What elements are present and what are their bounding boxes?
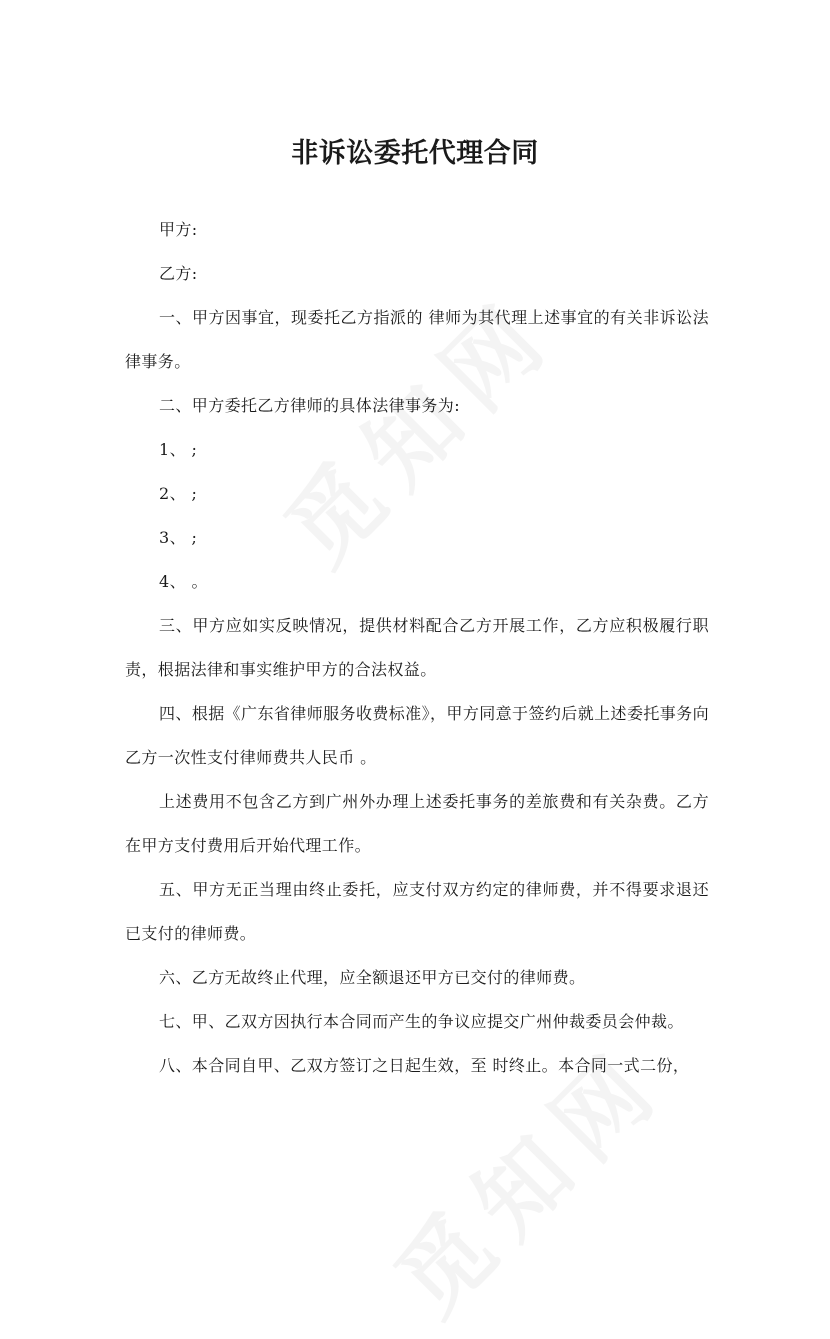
document-body [125, 208, 709, 1088]
clause-6: 六、乙方无故终止代理，应全额退还甲方已交付的律师费。 [159, 968, 586, 987]
clause-2-item-4: 4、 。 [159, 572, 208, 591]
clause-2-item-3: 3、 ; [159, 528, 198, 547]
clause-3: 三、甲方应如实反映情况，提供材料配合乙方开展工作，乙方应积极履行职责，根据法律和事实维护甲方的合法权益。 [125, 616, 709, 679]
document-title: 非诉讼委托代理合同 [291, 138, 539, 170]
clause-7: 七、甲、乙双方因执行本合同而产生的争议应提交广州仲裁委员会仲裁。 [159, 1012, 684, 1031]
clause-5: 五、甲方无正当理由终止委托，应支付双方约定的律师费，并不得要求退还已支付的律师费。 [125, 880, 709, 943]
party-b-line: 乙方: [159, 264, 198, 283]
clause-2-item-1: 1、 ; [159, 440, 198, 459]
clause-8: 八、本合同自甲、乙双方签订之日起生效，至 时终止。本合同一式二份， [159, 1056, 690, 1075]
clause-2-item-2: 2、 ; [159, 484, 198, 503]
clause-2: 二、甲方委托乙方律师的具体法律事务为: [159, 396, 460, 415]
clause-1: 一、甲方因事宜，现委托乙方指派的 律师为其代理上述事宜的有关非诉讼法律事务。 [125, 308, 709, 371]
party-a-line: 甲方: [159, 220, 198, 239]
clause-4: 四、根据《广东省律师服务收费标准》，甲方同意于签约后就上述委托事务向乙方一次性支付律师费共人民币 。 [125, 704, 709, 767]
clause-4-note: 上述费用不包含乙方到广州外办理上述委托事务的差旅费和有关杂费。乙方在甲方支付费用后开始代理工作。 [125, 792, 709, 855]
